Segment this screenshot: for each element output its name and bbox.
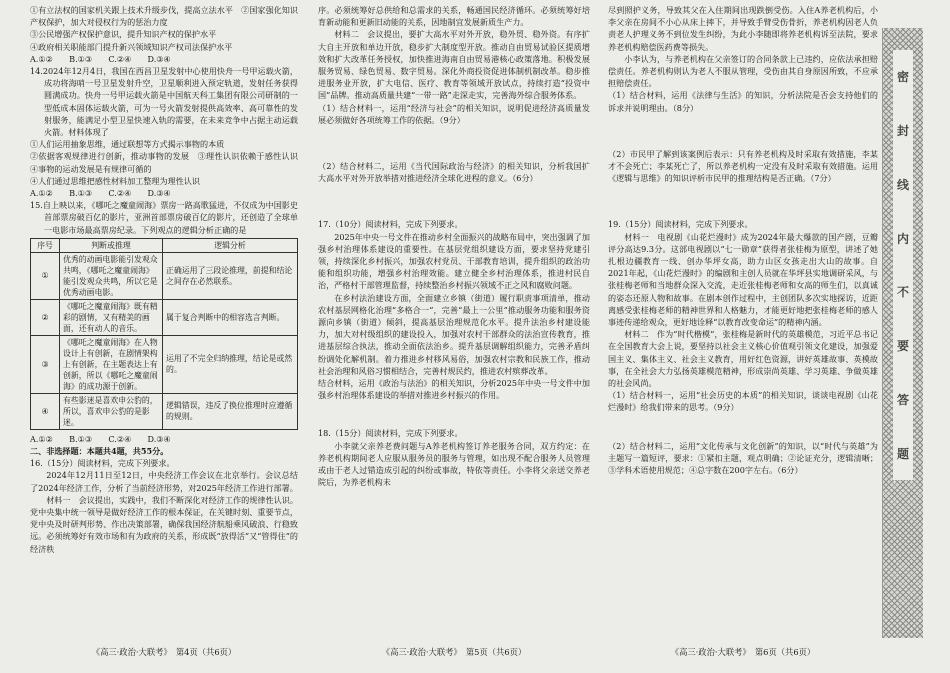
q19-stem: 19.（15分）阅读材料，完成下列要求。 [608,219,753,230]
answer-space [608,184,878,218]
table-header: 序号 [31,238,60,252]
q13-options: A.①② B.①③ C.②④ D.③④ [30,53,171,64]
q15-stem: 15.自上映以来，《哪吒之魔童闹海》票房一路高歌猛进，不仅成为中国影史首部票房破百亿的影片，亚洲首部票房破百亿的影片，还创造了全球单一电影市场最高票房纪录。下列观点的逻辑分析正确的是 [30,200,298,235]
section-heading: 二、非选择题：本题共4题，共55分。 [30,446,169,457]
answer-space [608,414,878,440]
table-cell: 《哪吒之魔童闹海》既有精彩的剧情，又有精美的画面，还有动人的音乐。 [60,299,163,335]
q14-stem: 14.2024年12月4日，我国在西昌卫星发射中心使用快舟一号甲运载火箭，成功将海哨一号卫星发射升空，卫星顺利进入预定轨道，发射任务获得圆满成功。快舟一号甲运载火箭是中国航天科工集团有限公司研制的一型低成本固体运载火箭，可为一号火箭发射提供高效率、高可靠性的发射服务，能满足小型卫星快速入轨的需要，在未来竞争中占据主动运载火箭。材料体现了 [30,66,298,138]
seal-char: 不 [896,285,909,300]
q16-intro: 2024年12月11日至12日，中央经济工作会议在北京举行。会议总结了2024年经济工作，分析了当前经济形势，对2025年经济工作进行部署。 [30,470,298,493]
q18-sub-1: （1）结合材料，运用《法律与生活》的知识，分析法院是否会支持他们的诉求并说明理由。（8分） [608,90,878,113]
table-row [31,335,298,393]
q14-options: A.①② B.①③ C.②④ D.③④ [30,188,171,199]
q13-item-1: ①有立法权的国家机关跟上技术升级步伐，提高立法水平 ②国家强化知识产权保护，加大对侵权行为的惩治力度 [30,5,298,28]
page-footer: 《高三·政治·大联考》 第4页（共6页） [91,646,237,657]
seal-char: 密 [896,70,909,85]
table-cell: ③ [31,335,60,393]
table-cell: 有些影迷是喜欢申公豹的，所以，喜欢申公豹的是影迷。 [60,393,163,429]
q14-item-1: ①人们运用抽象思维，通过联想等方式揭示事物的本质 [30,139,225,150]
page-6 [608,4,878,664]
table-row [31,252,298,299]
seal-char: 要 [896,339,909,354]
q18-text-cont: 尽到照护义务，导致其父在入住期间出现跌倒受伤。入住A养老机构后，小李父亲在房间不小心从床上摔下，并导致手臂受伤骨折，养老机构因老人负责老人护理义务不到位发生纠纷，为此小李随即将养老机构诉至法院，要求养老机构赔偿医药费等损失。 [608,5,878,52]
page-5 [318,4,590,664]
table-header: 逻辑分析 [163,238,298,252]
logic-table [30,238,298,430]
seal-char: 题 [896,446,909,461]
answer-space [318,184,590,218]
q14-item-3: ④人们通过思维把感性材料加工整理为理性认识 [30,175,200,186]
q13-item-2: ③公民增强产权保护意识，提升知识产权的保护水平 [30,29,217,40]
table-cell: 优秀的动画电影能引发观众共鸣，《哪吒之魔童闹海》能引发观众共鸣，所以它是优秀动画电影。 [60,252,163,299]
table-row [31,299,298,335]
seal-char: 内 [896,231,909,246]
page-4 [30,4,307,664]
seal-char: 答 [896,392,909,407]
q15-options: A.①② B.①③ C.②④ D.③④ [30,433,171,444]
table-cell: ④ [31,393,60,429]
q18-para-2: 小李认为，与养老机构在父亲签订的合同条款上已违约，应依法承担赔偿责任。养老机构则认为老人不服从管理，受伤由其自身原因所致，不应承担赔偿责任。 [608,53,878,89]
binding-margin [883,28,923,638]
table-cell: 《哪吒之魔童闹海》在人物设计上有创新，在剧情架构上有创新，在主题表达上有创新，所以《哪吒之魔童闹海》的成功源于创新。 [60,335,163,393]
table-cell: 运用了不完全归纳推理，结论是或然的。 [163,335,298,393]
q16-material-1: 材料一 会议提出，实践中，我们不断深化对经济工作的规律性认识。党中央集中统一领导是做好经济工作的根本保证，在关键时刻、重要节点，党中央及时研判形势、作出决策部署，确保我国经济航船乘风破浪、行稳致远。必须统筹好有效市场和有为政府的关系，形成既“放得活”又“管得住”的经济秩 [30,494,298,554]
q14-item-2: ②依据客观规律进行创新，推动事物的发展 ③理性认识依赖于感性认识 ④事物的运动发展是有规律可循的 [30,151,307,174]
table-row [31,393,298,429]
q13-item-3: ④政府相关职能部门提升新兴领域知识产权司法保护水平 [30,41,233,52]
q18-text: 小李就父亲养老费问题与A养老机构签订养老服务合同，双方约定：在养老机构期间老人应服从服务员的服务与管理，如出现不配合服务人员管理或由于老人过错造成引起的纠纷或事故，特依等责任。小李将父亲送交养老院后，为养老机构未 [318,440,590,488]
table-cell: ① [31,252,60,299]
table-header-row [31,238,298,252]
seal-char: 封 [896,124,909,139]
q19-material-2: 材料二 作为“时代楷模”，张桂梅是新时代的英雄模范，习近平总书记在全国教育大会上说，要坚持以社会主义核心价值观引领文化建设，加强爱国主义、集体主义、社会主义教育，用好红色资源，讲好英雄故事、英模故事，在全社会大力弘扬英雄模范精神，形成崇尚英雄、学习英雄、争做英雄的社会风尚。 [608,329,878,389]
q16-sub-1: （1）结合材料一，运用“经济与社会”的相关知识，说明促进经济高质量发展必须做好各项统筹工作的依据。（9分） [318,102,590,125]
q18-sub-2: （2）市民甲了解到该案例后表示：只有养老机构及时采取有效措施，李某才不会死亡；李某死亡了，所以养老机构一定没有及时采取有效措施。运用《逻辑与思维》的知识评析市民甲的推理结构是否正确。（7分） [608,148,878,184]
q17-stem: 17.（10分）阅读材料，完成下列要求。 [318,219,463,230]
q17-para-2: 在乡村法治建设方面，全面建立乡镇（街道）履行职责事项清单，推动农村基层网格化治理“多格合一”，完善“最上一公里”推动服务功能和服务资源向乡镇（街道）倾斜，提高基层治理规范化水平。提升法治乡村建设能力，加大对村级组织的建设投入，加强对农村干部群众的法治宣传教育，推进基层综合执法，推动全面依法治乡。提升基层调解组织能力，完善矛盾纠纷调处化解机制。着力推进乡村移风易俗，加强农村宗教和民族工作，推动社会治理和风俗习惯相结合，完善村规民约，推进农村殡葬改革。 [318,292,590,376]
q19-sub-2: （2）结合材料二，运用“文化传承与文化创新”的知识，以“时代与英雄”为主题写一篇短评，要求：①紧扣主题，观点明确；②论证充分，逻辑清晰；③学科术语使用规范；④总字数在200字左右。（6分） [608,440,878,476]
table-cell: ② [31,299,60,335]
answer-space [318,126,590,160]
q19-sub-1: （1）结合材料一，运用“社会历史的本质”的相关知识，谈谈电视剧《山花烂漫时》给我们带来的思考。（9分） [608,390,878,413]
q17-para-1: 2025年中央一号文件在推动乡村全面振兴的战略布局中，突出强调了加强乡村治理体系建设的重要性。在基层党组织建设方面，要求坚持党建引领，持续深化乡村振兴，加强农村党员、干部教育培训，提升组织的政治功能和组织功能，增强乡村治理效能。建立健全乡村治理体系，推进村民自治，严格村干部管理监督，持续整治乡村振兴领域不正之风和腐败问题。 [318,231,590,291]
q16-material-2: 材料二 会议提出，要扩大高水平对外开放，稳外贸、稳外资。有序扩大自主开放和单边开放，稳步扩大制度型开放。推动自由贸易试验区提质增效和扩大改革任务授权，加快推进海南自由贸易港核心政策落地。积极发展服务贸易、绿色贸易、数字贸易。深化外商投资促进体制机制改革。稳步推进服务业开放，扩大电信、医疗、教育等领域开放试点，持续打造“投资中国”品牌。推动高质量共建“一带一路”走深走实，完善海外综合服务体系。 [318,29,590,101]
table-cell: 逻辑错误，违反了换位推理时应遵循的规则。 [163,393,298,429]
page-footer: 《高三·政治·大联考》 第6页（共6页） [670,646,816,657]
answer-space [318,401,590,427]
answer-space [608,114,878,148]
table-cell: 正确运用了三段论推理，前提和结论之间存在必然联系。 [163,252,298,299]
table-cell: 属于复合判断中的相容选言判断。 [163,299,298,335]
q16-sub-2: （2）结合材料二，运用《当代国际政治与经济》的相关知识，分析我国扩大高水平对外开放举措对推进经济全球化进程的意义。（6分） [318,161,590,184]
q17-question: 结合材料，运用《政治与法治》的相关知识，分析2025年中央一号文件中加强乡村治理体系建设的举措对推进乡村振兴的作用。 [318,378,590,401]
q19-material-1: 材料一 电视剧《山花烂漫时》成为2024年最大爆款的国产剧，豆瓣评分高达9.3分。这部电视剧以“七一勋章”获得者张桂梅为原型，讲述了她扎根边疆教育一线、创办华坪女高，助力山区女孩走出大山的故事。自2021年起，《山花烂漫时》的编剧和主创人员就在华坪县实地调研采风，与张桂梅老师和当地群众深入交流，走近张桂梅老师和女高的师生们，以真诚的姿态还原人物和故事。在剧本创作过程中，主创团队多次实地探访，近距离感受张桂梅老师的精神世界和人格魅力，才能更好地把张桂梅老师的感人事迹传递给观众，更好地诠释“以教育改变命运”的精神内涵。 [608,231,878,328]
q18-stem: 18.（15分）阅读材料，完成下列要求。 [318,428,463,439]
page-footer: 《高三·政治·大联考》 第5页（共6页） [381,646,527,657]
seal-char: 线 [896,177,909,192]
table-header: 判断或推理 [60,238,163,252]
seal-line-notice [893,50,913,480]
q16-material-1-cont: 序。必须统筹好总供给和总需求的关系，畅通国民经济循环。必须统筹好培育新动能和更新旧动能的关系，因地制宜发展新质生产力。 [318,5,590,28]
q16-stem: 16.（15分）阅读材料，完成下列要求。 [30,458,175,469]
